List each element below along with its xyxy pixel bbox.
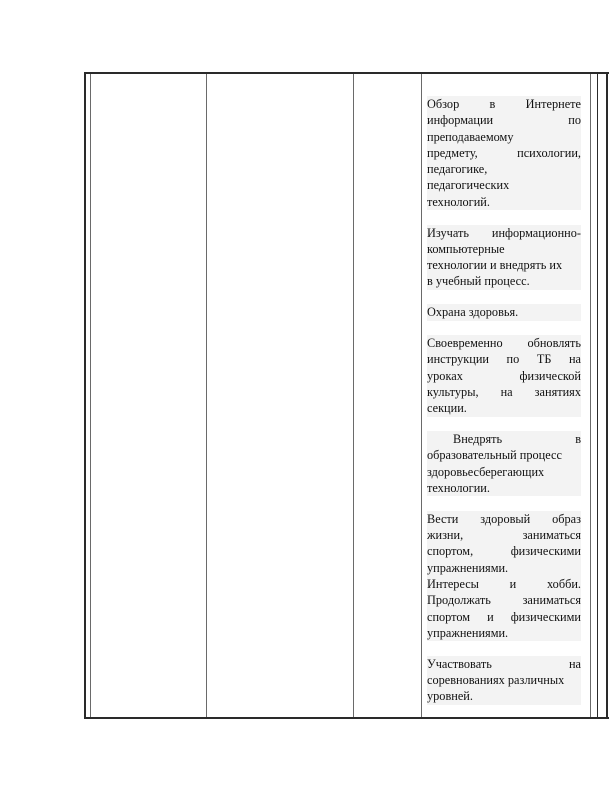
word: компьютерные bbox=[427, 241, 505, 256]
paragraph-compete bbox=[427, 656, 581, 705]
text-line bbox=[427, 304, 581, 320]
word: заниматься bbox=[522, 593, 581, 608]
text-line bbox=[427, 257, 581, 273]
word: по bbox=[568, 113, 581, 128]
text-line bbox=[427, 368, 581, 384]
column-divider-4 bbox=[590, 74, 591, 717]
cell-top-padding bbox=[427, 76, 581, 96]
word: инструкции bbox=[427, 352, 489, 367]
word: в bbox=[575, 432, 581, 447]
word: психологии, bbox=[517, 145, 581, 160]
table-right-border-outer bbox=[606, 72, 608, 719]
text-line bbox=[427, 688, 581, 704]
word: по bbox=[506, 352, 520, 367]
text-line bbox=[427, 527, 581, 543]
word: информационно- bbox=[491, 225, 581, 240]
word: педагогике, bbox=[427, 162, 488, 177]
text-line bbox=[427, 543, 581, 559]
text-line bbox=[427, 576, 581, 592]
word: Обзор bbox=[427, 97, 460, 111]
word: Охрана здоровья. bbox=[427, 305, 519, 320]
paragraph-review bbox=[427, 96, 581, 210]
text-line bbox=[427, 384, 581, 400]
text-line bbox=[427, 400, 581, 416]
text-line bbox=[427, 431, 581, 447]
table-left-border-outer bbox=[84, 72, 86, 719]
text-line bbox=[427, 464, 581, 480]
text-line bbox=[427, 335, 581, 351]
word: технологий. bbox=[427, 194, 490, 209]
text-line bbox=[427, 112, 581, 128]
text-line bbox=[427, 273, 581, 289]
word: заниматься bbox=[522, 528, 581, 543]
text-line bbox=[427, 351, 581, 367]
word: физическими bbox=[510, 544, 581, 559]
empty-cell-col3 bbox=[354, 74, 421, 717]
word: на bbox=[500, 384, 513, 399]
word: на bbox=[568, 352, 581, 367]
paragraph-implement bbox=[427, 431, 581, 496]
word: Участвовать bbox=[427, 656, 492, 671]
table-bottom-border bbox=[84, 717, 609, 719]
text-line bbox=[427, 672, 581, 688]
word: секции. bbox=[427, 401, 467, 416]
text-line bbox=[427, 145, 581, 161]
column-divider-3 bbox=[421, 74, 422, 717]
word: Внедрять bbox=[453, 432, 503, 447]
table-right-border-inner bbox=[597, 74, 598, 717]
empty-cell-col1 bbox=[91, 74, 206, 717]
paragraph-lifestyle bbox=[427, 511, 581, 576]
word: Вести bbox=[427, 511, 459, 526]
word: технологии и внедрять их bbox=[427, 258, 563, 273]
text-line bbox=[427, 480, 581, 496]
text-line bbox=[427, 625, 581, 641]
word: педагогических bbox=[427, 178, 510, 193]
paragraph-hobby bbox=[427, 576, 581, 641]
word: информации bbox=[427, 113, 494, 128]
text-line bbox=[427, 96, 581, 112]
word: преподаваемому bbox=[427, 129, 514, 144]
word: на bbox=[568, 656, 581, 671]
text-line bbox=[427, 161, 581, 177]
word: спортом bbox=[427, 609, 471, 624]
word: упражнениями. bbox=[427, 560, 509, 575]
word: занятиях bbox=[534, 384, 581, 399]
word: физическими bbox=[510, 609, 581, 624]
paragraph-health bbox=[427, 304, 581, 320]
paragraph-ict bbox=[427, 225, 581, 290]
word: в bbox=[489, 97, 496, 111]
word: здоровьесберегающих bbox=[427, 464, 545, 479]
text-line bbox=[427, 609, 581, 625]
paragraph-safety bbox=[427, 335, 581, 416]
word: спортом, bbox=[427, 544, 474, 559]
word: хобби. bbox=[547, 576, 581, 591]
text-line bbox=[427, 656, 581, 672]
word: уровней. bbox=[427, 689, 473, 704]
text-line bbox=[427, 592, 581, 608]
word: Интересы bbox=[427, 576, 479, 591]
word: упражнениями. bbox=[427, 625, 509, 640]
text-line bbox=[427, 225, 581, 241]
word: предмету, bbox=[427, 145, 478, 160]
word: в учебный процесс. bbox=[427, 274, 530, 289]
plan-text-cell bbox=[427, 76, 581, 705]
empty-cell-col2 bbox=[207, 74, 353, 717]
word: образовательный процесс bbox=[427, 448, 562, 463]
word: Своевременно bbox=[427, 336, 503, 351]
text-line bbox=[427, 511, 581, 527]
text-line bbox=[427, 447, 581, 463]
text-line bbox=[427, 177, 581, 193]
word: Изучать bbox=[427, 225, 469, 240]
text-line bbox=[427, 241, 581, 257]
text-line bbox=[427, 129, 581, 145]
text-line bbox=[427, 560, 581, 576]
word: жизни, bbox=[427, 528, 464, 543]
word: физической bbox=[519, 368, 581, 383]
word: технологии. bbox=[427, 480, 490, 495]
word: здоровый bbox=[480, 511, 531, 526]
word: Интернете bbox=[525, 97, 581, 111]
word: Продолжать bbox=[427, 593, 491, 608]
word: и bbox=[509, 576, 517, 591]
word: и bbox=[487, 609, 494, 624]
word: уроках bbox=[427, 368, 463, 383]
word: ТБ bbox=[536, 352, 552, 367]
word: культуры, bbox=[427, 384, 479, 399]
word: образ bbox=[552, 511, 581, 526]
text-line bbox=[427, 194, 581, 210]
word: обновлять bbox=[527, 336, 581, 351]
word: соревнованиях различных bbox=[427, 672, 565, 687]
